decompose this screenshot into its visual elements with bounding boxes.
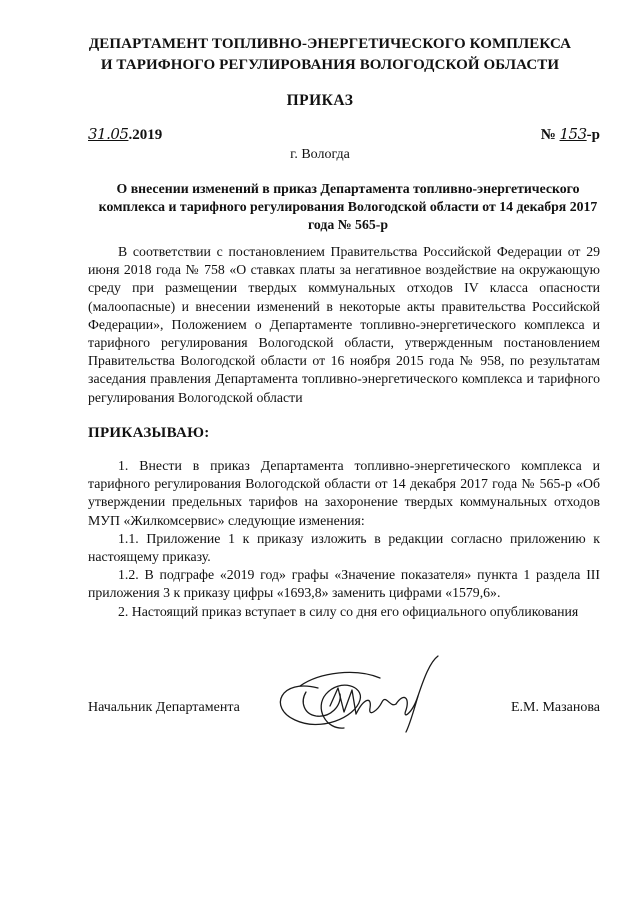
- document-type: ПРИКАЗ: [286, 92, 354, 109]
- preamble-text: В соответствии с постановлением Правительства Российской Федерации от 29 июня 2018 года № 758 «О ставках платы за негативное воздействие на окружающую среду при размещении твердых коммунальных отходов IV класса опасности (малоопасные) и внесении изменений в некоторые акты правительства Российской Федерации», Положением о Департаменте топливно-энергетического комплекса и тарифного регулирования Вологодской области, утвержденным постановлением Правительства Вологодской области от 16 ноября 2015 года № 958, по результатам заседания правления Департамента топливно-энергетического комплекса и тарифного регулирования Вологодской области: [88, 244, 600, 405]
- number-prefix: №: [540, 127, 560, 143]
- date-year: .2019: [128, 127, 163, 143]
- handwritten-signature: [260, 648, 450, 740]
- signatory-name: Е.М. Мазанова: [510, 700, 600, 715]
- date-handwritten: 31.05: [88, 125, 129, 143]
- number-suffix: -р: [586, 127, 600, 143]
- order-item-1: 1. Внести в приказ Департамента топливно-энергетического комплекса и тарифного регулирования Вологодской области от 14 декабря 2017 года № 565-р «Об утверждении предельных тарифов на захоронение твердых коммунальных отходов МУП «Жилкомсервис» следующие изменения:: [88, 458, 600, 528]
- order-items: [88, 457, 600, 621]
- signatory-position: Начальник Департамента: [88, 700, 240, 715]
- preamble-block: [88, 243, 600, 407]
- document-subject: О внесении изменений в приказ Департамента топливно-энергетического комплекса и тарифного регулирования Вологодской области от 14 декабря 2017 года № 565-р: [98, 181, 598, 232]
- order-item-1-1: 1.1. Приложение 1 к приказу изложить в редакции согласно приложению к настоящему приказу.: [88, 530, 600, 565]
- number-handwritten: 153: [559, 125, 587, 143]
- city: г. Вологда: [290, 147, 350, 162]
- order-word: ПРИКАЗЫВАЮ:: [88, 425, 210, 441]
- document-number: [541, 125, 600, 144]
- department-header: [60, 34, 600, 76]
- document-date: [88, 125, 162, 144]
- order-item-1-2: 1.2. В подграфе «2019 год» графы «Значение показателя» пункта 1 раздела III приложения 3 к приказу цифры «1693,8» заменить цифрами «1579,6».: [88, 567, 600, 601]
- header-line-1: ДЕПАРТАМЕНТ ТОПЛИВНО-ЭНЕРГЕТИЧЕСКОГО КОМПЛЕКСА: [88, 36, 572, 52]
- header-line-2: И ТАРИФНОГО РЕГУЛИРОВАНИЯ ВОЛОГОДСКОЙ ОБЛАСТИ: [100, 57, 560, 73]
- order-item-2: 2. Настоящий приказ вступает в силу со дня его официального опубликования: [118, 603, 579, 619]
